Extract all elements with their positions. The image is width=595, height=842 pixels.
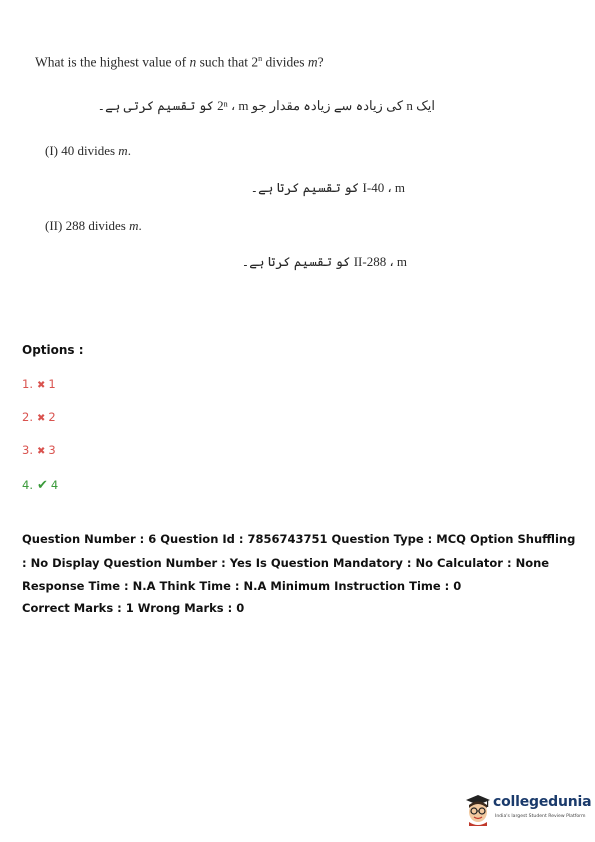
graduate-mascot-icon (463, 792, 493, 826)
option-3: 3. ✖ 3 (22, 443, 56, 457)
collegedunia-logo (463, 792, 592, 828)
correct-check-icon: ✔ (36, 478, 48, 493)
question-metadata: Question Number : 6 Question Id : 7856743751 Question Type : MCQ Option Shuffling : No Display Question Number : Yes Is Question Mandatory : No Calculator : None Response Time : N.A Think Time : N.A Minimum Instruction Time : 0 (22, 532, 576, 593)
question-urdu: ایک n کی زیادہ سے زیادہ مقدار جو 2ⁿ ، m کو تقسیم کرتی ہے۔ (97, 98, 435, 113)
question-english: What is the highest value of n such that 2$^n$ divides m? (35, 54, 324, 70)
marks-info: Correct Marks : 1 Wrong Marks : 0 (22, 601, 245, 615)
logo-wordmark: collegedunia (493, 794, 592, 810)
wrong-cross-icon: ✖ (36, 413, 46, 424)
statement-1-english: (I) 40 divides m. (45, 143, 131, 158)
statement-2-english: (II) 288 divides m. (45, 218, 142, 233)
statement-1-urdu: I-40 ، m کو تقسیم کرتا ہے۔ (250, 180, 405, 195)
wrong-cross-icon: ✖ (36, 446, 46, 457)
statement-2-urdu: II-288 ، m کو تقسیم کرتا ہے۔ (241, 254, 407, 269)
wrong-cross-icon: ✖ (36, 380, 46, 391)
option-2: 2. ✖ 2 (22, 410, 56, 424)
option-1: 1. ✖ 1 (22, 377, 56, 391)
logo-tagline: India's largest Student Review Platform (495, 814, 586, 819)
option-4: 4. ✔ 4 (22, 478, 59, 493)
options-label: Options : (22, 343, 84, 357)
